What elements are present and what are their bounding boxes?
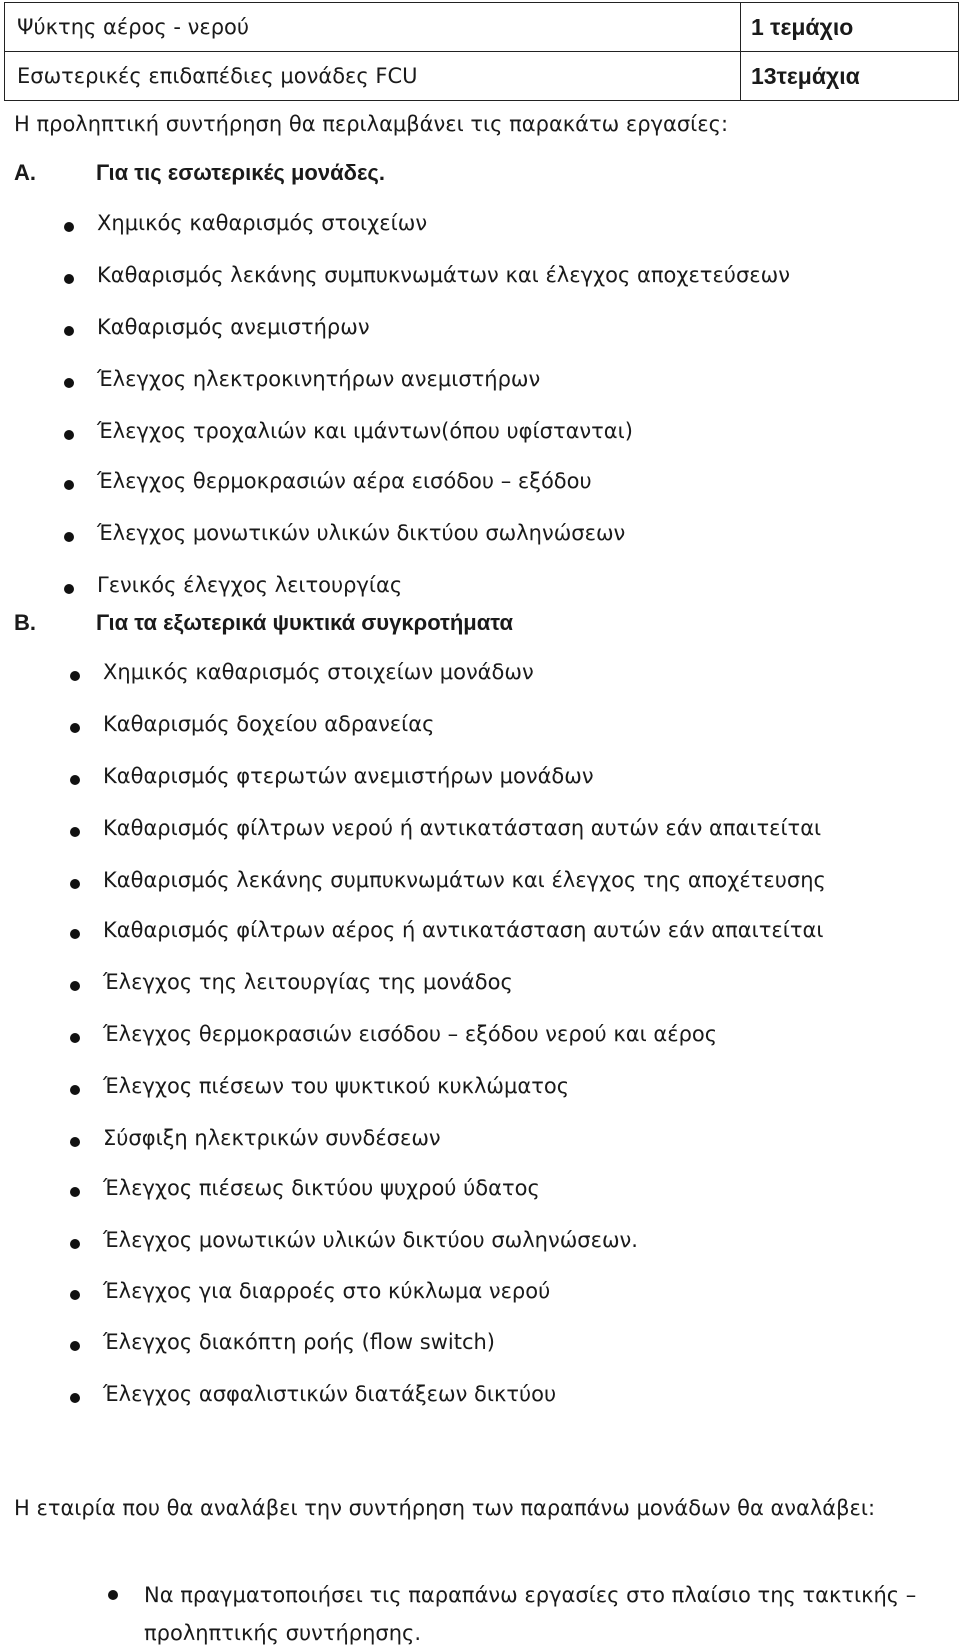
section-b-letter: Β. (14, 610, 36, 635)
bullet-icon (70, 671, 80, 681)
closing-item-text: Να πραγματοποιήσει τις παραπάνω εργασίες στο πλαίσιο της τακτικής – προληπτικής συντήρησης. (144, 1583, 917, 1645)
bullet-icon (70, 929, 80, 939)
bullet-icon (70, 1341, 80, 1351)
bullet-icon (64, 326, 74, 336)
section-a-title: Για τις εσωτερικές μονάδες. (96, 160, 385, 185)
equipment-quantity: 13τεμάχια (741, 52, 959, 101)
bullet-icon (70, 1085, 80, 1095)
bullet-icon (64, 378, 74, 388)
bullet-icon (70, 723, 80, 733)
bullet-icon (64, 222, 74, 232)
table-row (5, 52, 959, 101)
bullet-icon (108, 1590, 118, 1600)
section-b-heading (14, 610, 513, 636)
section-a-heading (14, 160, 385, 186)
closing-paragraph: Η εταιρία που θα αναλάβει την συντήρηση των παραπάνω μονάδων θα αναλάβει: (14, 1496, 876, 1520)
section-a-letter: Α. (14, 160, 36, 185)
table-row (5, 3, 959, 52)
bullet-icon (70, 827, 80, 837)
section-b-title: Για τα εξωτερικά ψυκτικά συγκροτήματα (96, 610, 513, 635)
equipment-description: Ψύκτης αέρος - νερού (5, 3, 741, 52)
equipment-table (4, 2, 959, 101)
bullet-icon (70, 1290, 80, 1300)
bullet-icon (64, 430, 74, 440)
bullet-icon (70, 1187, 80, 1197)
equipment-description: Εσωτερικές επιδαπέδιες μονάδες FCU (5, 52, 741, 101)
bullet-icon (64, 274, 74, 284)
bullet-icon (70, 981, 80, 991)
bullet-icon (64, 480, 74, 490)
bullet-icon (70, 1239, 80, 1249)
bullet-icon (64, 584, 74, 594)
bullet-icon (70, 775, 80, 785)
bullet-icon (64, 532, 74, 542)
bullet-icon (70, 1393, 80, 1403)
bullet-icon (70, 1137, 80, 1147)
intro-text: Η προληπτική συντήρηση θα περιλαμβάνει τις παρακάτω εργασίες: (14, 112, 729, 136)
document-page: Ψύκτης αέρος - νερού 1 τεμάχιο Εσωτερικές επιδαπέδιες μονάδες FCU 13τεμάχια Η προληπτική συντήρηση θα περιλαμβάνει τις παρακάτω εργασίες: Α. Για τις εσωτερικές μονάδες. Χημικός καθαρισμός στοιχείων Καθαρισμός λεκάνης συμπυκνωμάτων και έλεγχος αποχετεύσεων Καθαρισμός ανεμιστήρων Έλεγχος ηλεκτροκινητήρων ανεμιστήρων Έλεγχος τροχαλιών και ιμάντων(όπου υφίστανται) Έλεγχος θερμοκρασιών αέρα εισόδου – εξόδου Έλεγχος μονωτικών υλικών δικτύου σωληνώσεων Γενικός έλεγχος λειτουργίας Β. Για τα εξωτερικά ψυκτικά συγκροτήματα Χημικός καθαρισμός στοιχείων μονάδων Καθαρισμός δοχείου αδρανείας Καθαρισμός φτερωτών ανεμιστήρων μονάδων Καθαρισμός φίλτρων νερού ή αντικατάσταση αυτών εάν απαιτείται Καθαρισμός λεκάνης συμπυκνωμάτων και έλεγχος της αποχέτευσης Καθαρισμός φίλτρων αέρος ή αντικατάσταση αυτών εάν απαιτείται Έλεγχος της λειτουργίας της μονάδος Έλεγχος θερμοκρασιών εισόδου – εξόδου νερού και αέρος Έλεγχος πιέσεων του ψυκτικού κυκλώματος Σύσφιξη ηλεκτρικών συνδέσεων Έλεγχος πιέσεως δικτύου ψυχρού ύδατος Έλεγχος μονωτικών υλικών δικτύου σωληνώσεων. Έλεγχος για διαρροές στο κύκλωμα νερού Έλεγχος διακόπτη ροής (flow switch) Έλεγχος ασφαλιστικών διατάξεων δικτύου Η εταιρία που θα αναλάβει την συντήρηση των παραπάνω μονάδων θα αναλάβει: Να πραγματοποιήσει τις παραπάνω εργασίες στο πλαίσιο της τακτικής – προληπτικής συντήρησης. (0, 0, 960, 1650)
bullet-icon (70, 879, 80, 889)
bullet-icon (70, 1033, 80, 1043)
equipment-quantity: 1 τεμάχιο (741, 3, 959, 52)
